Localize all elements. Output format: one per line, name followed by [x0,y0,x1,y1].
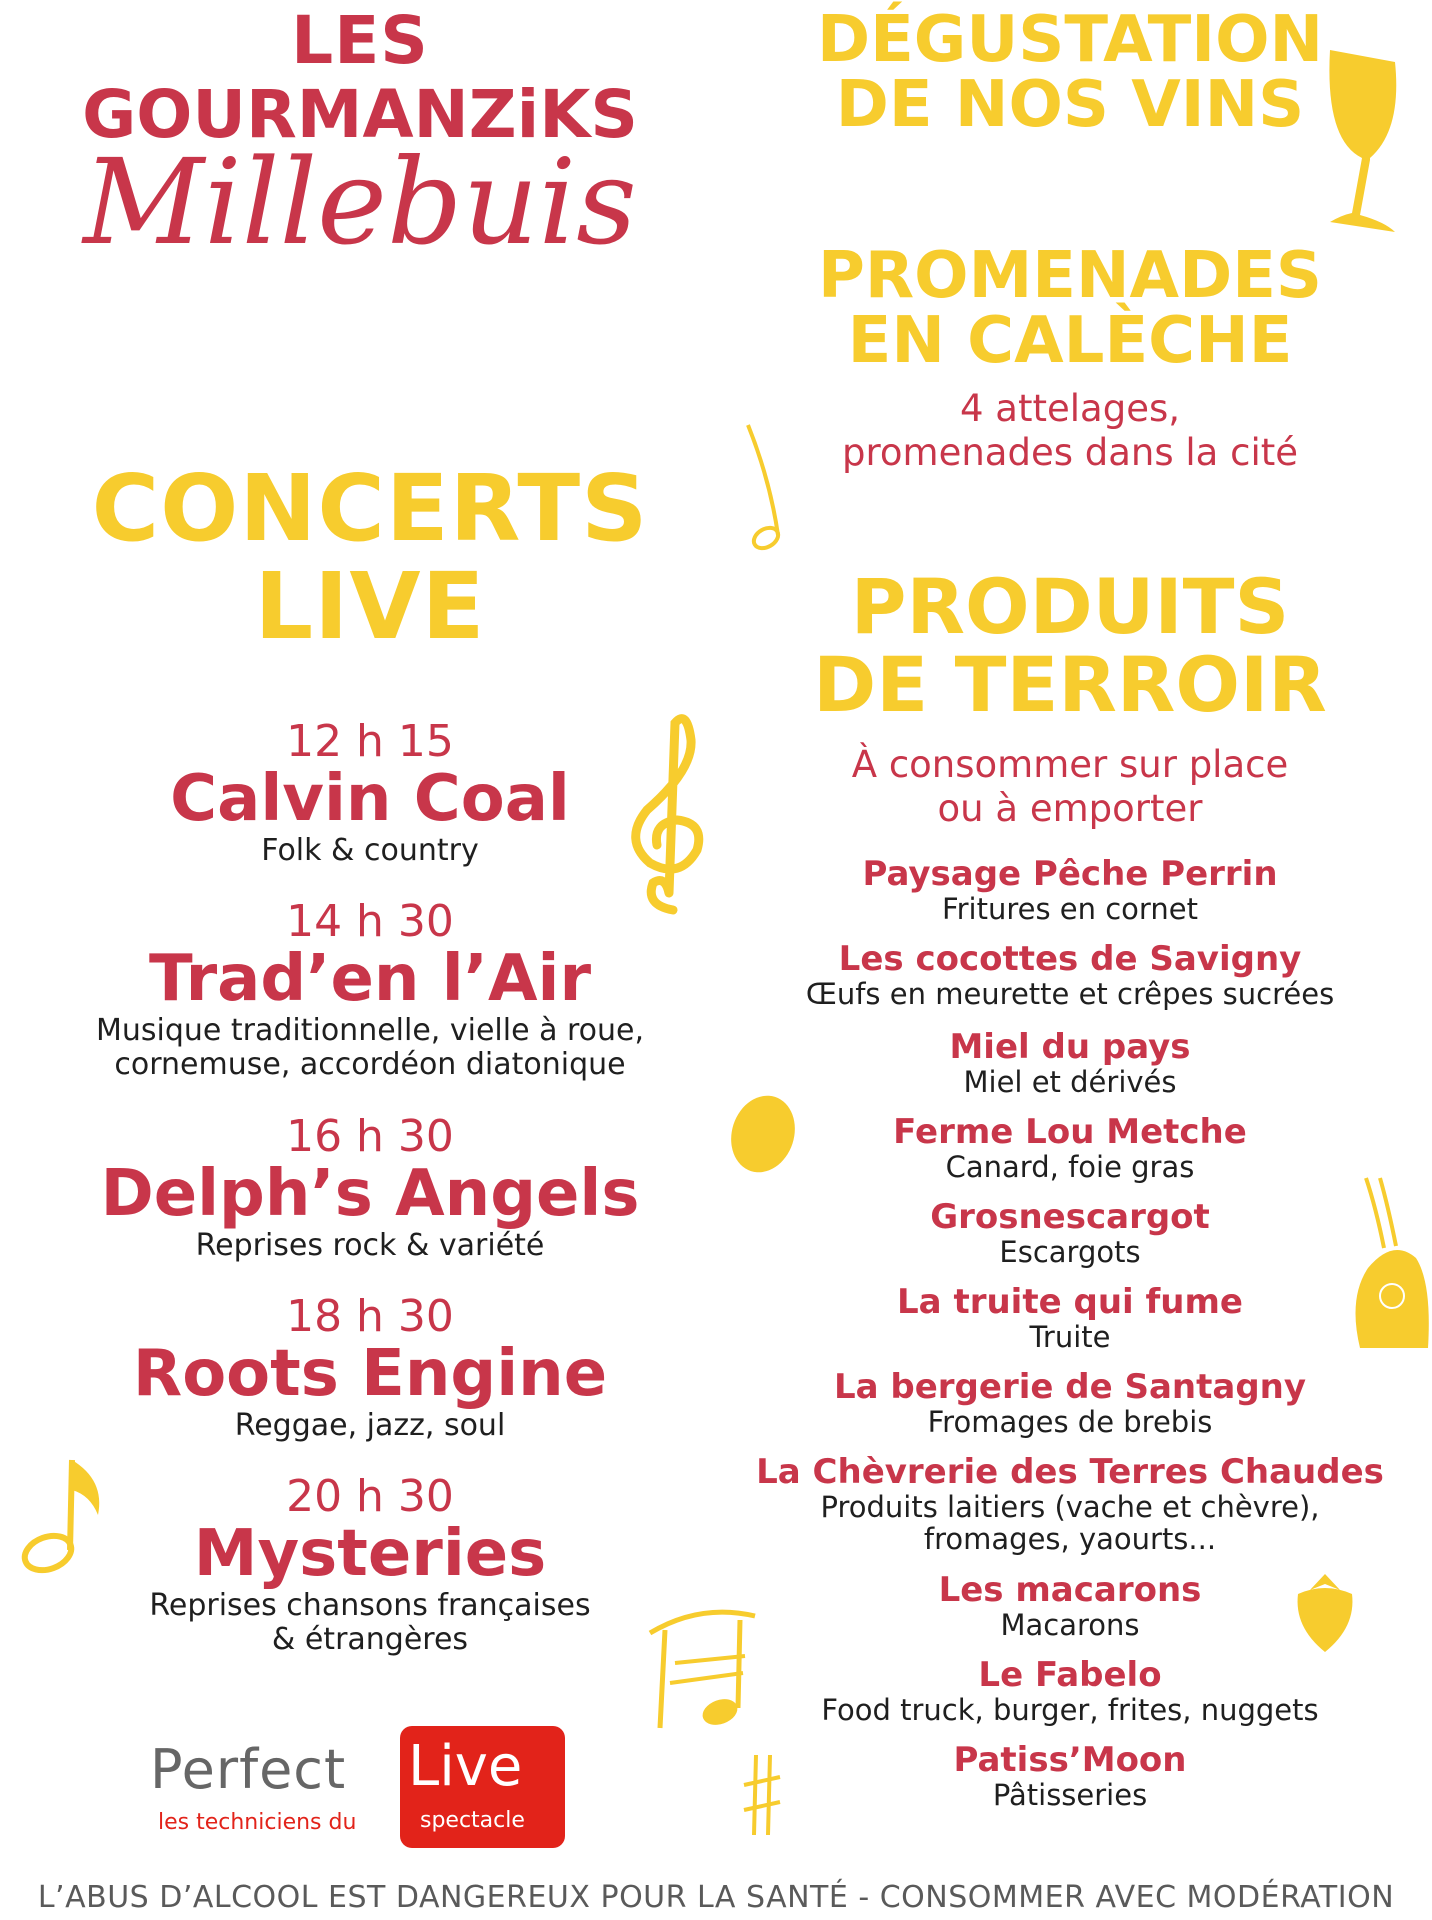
producer-item [740,1740,1400,1812]
producer-name: Ferme Lou Metche [893,1112,1247,1152]
treble-clef-icon [625,715,710,915]
concert-desc: Musique traditionnelle, vielle à roue, [95,1012,645,1048]
producer-name: Patiss’Moon [953,1740,1187,1780]
concert-time: 12 h 15 [286,716,454,767]
sharp-icon [742,1755,782,1835]
producer-item [740,1197,1400,1269]
producer-name: Le Fabelo [978,1655,1162,1695]
terroir-subtitle-line1: À consommer sur place [851,743,1289,786]
strawberry-icon [1290,1572,1360,1652]
producer-item [740,1112,1400,1184]
producer-desc: Produits laitiers (vache et chèvre), [820,1489,1320,1524]
producer-name: Les cocottes de Savigny [838,939,1302,979]
producer-item [740,1027,1400,1099]
producer-name: Grosnescargot [930,1197,1210,1237]
wine-glass-icon [1300,50,1410,240]
beamed-notes-icon [640,1608,760,1748]
producer-desc: Miel et dérivés [963,1064,1177,1099]
producer-name: La truite qui fume [897,1282,1243,1322]
alcohol-warning-footer: L’ABUS D’ALCOOL EST DANGEREUX POUR LA SANTÉ - CONSOMMER AVEC MODÉRATION [37,1880,1395,1915]
producer-name: Miel du pays [949,1027,1191,1067]
producer-item [740,1367,1400,1439]
concert-time: 18 h 30 [286,1291,454,1342]
producer-desc: Macarons [1000,1607,1140,1642]
terroir-subtitle-line2: ou à emporter [937,786,1203,830]
producer-item [740,1655,1400,1727]
snail-icon [1348,1178,1432,1348]
terroir-title-line2: DE TERROIR [813,639,1327,729]
concert-name: Roots Engine [132,1337,608,1412]
concert-name: Calvin Coal [170,762,570,837]
concert-item [40,898,700,1083]
perfect-live-logo [150,1720,570,1855]
eighth-note-icon [740,425,785,555]
producer-name: Les macarons [938,1570,1202,1610]
brand-line-gourmanziks: GOURMANZiKS [82,76,638,153]
concert-desc: & étrangères [271,1622,469,1658]
concert-item [40,1293,700,1443]
logo-tagline: les techniciens du [158,1810,357,1835]
concert-item [40,718,700,868]
promenades-subtitle-line1: 4 attelages, [960,387,1180,430]
producer-desc: Truite [1029,1319,1111,1354]
concert-desc: Reprises chansons françaises [149,1587,591,1623]
concert-item [40,1113,700,1263]
concert-name: Delph’s Angels [100,1157,640,1232]
concerts-title [40,455,700,660]
degustation-title-line2: DE NOS VINS [835,68,1305,143]
concert-desc: Reprises rock & variété [195,1227,545,1263]
producer-desc: Food truck, burger, frites, nuggets [821,1692,1319,1727]
producer-name: La bergerie de Santagny [833,1367,1307,1407]
producer-item [740,854,1400,926]
promenades-subtitle [760,387,1380,474]
producer-name: La Chèvrerie des Terres Chaudes [756,1452,1384,1492]
promenades-title-line1: PROMENADES [817,239,1323,313]
promenades-title [760,239,1380,379]
producer-item [740,1452,1400,1557]
producer-desc: fromages, yaourts... [923,1522,1217,1557]
logo-tagline-spectacle: spectacle [420,1808,525,1833]
concert-item [40,1473,700,1658]
concert-name: Trad’en l’Air [148,942,592,1017]
producer-desc: Œufs en meurette et crêpes sucrées [805,976,1335,1011]
producer-desc: Fromages de brebis [927,1404,1213,1439]
terroir-title-line1: PRODUITS [850,562,1290,651]
brand-line-les: LES [291,2,429,79]
promenades-title-line2: EN CALÈCHE [847,304,1293,379]
producer-desc: Escargots [999,1234,1141,1269]
concert-time: 20 h 30 [286,1471,454,1522]
producer-desc: Pâtisseries [992,1777,1148,1812]
promenades-subtitle-line2: promenades dans la cité [842,430,1298,474]
concert-time: 16 h 30 [286,1111,454,1162]
terroir-title [760,562,1380,729]
concert-desc: Folk & country [261,832,479,868]
producer-item [740,1282,1400,1354]
concert-name: Mysteries [193,1517,547,1592]
producer-name: Paysage Pêche Perrin [862,854,1278,894]
terroir-subtitle [760,743,1380,830]
logo-perfect-text: Perfect [150,1738,347,1801]
concert-time: 14 h 30 [286,896,454,947]
eighth-note-icon [10,1455,105,1575]
concert-desc: cornemuse, accordéon diatonique [114,1047,626,1083]
concerts-title-line1: CONCERTS [91,455,649,562]
degustation-title-line1: DÉGUSTATION [816,3,1324,77]
producer-item [740,939,1400,1011]
concerts-title-line2: LIVE [254,552,486,660]
degustation-title [760,3,1380,143]
brand-script-millebuis: Millebuis [83,133,637,271]
concert-desc: Reggae, jazz, soul [234,1407,506,1443]
egg-icon [728,1090,798,1175]
logo-live-text: Live [408,1734,523,1799]
producer-desc: Canard, foie gras [945,1149,1195,1184]
producer-desc: Fritures en cornet [942,891,1198,926]
